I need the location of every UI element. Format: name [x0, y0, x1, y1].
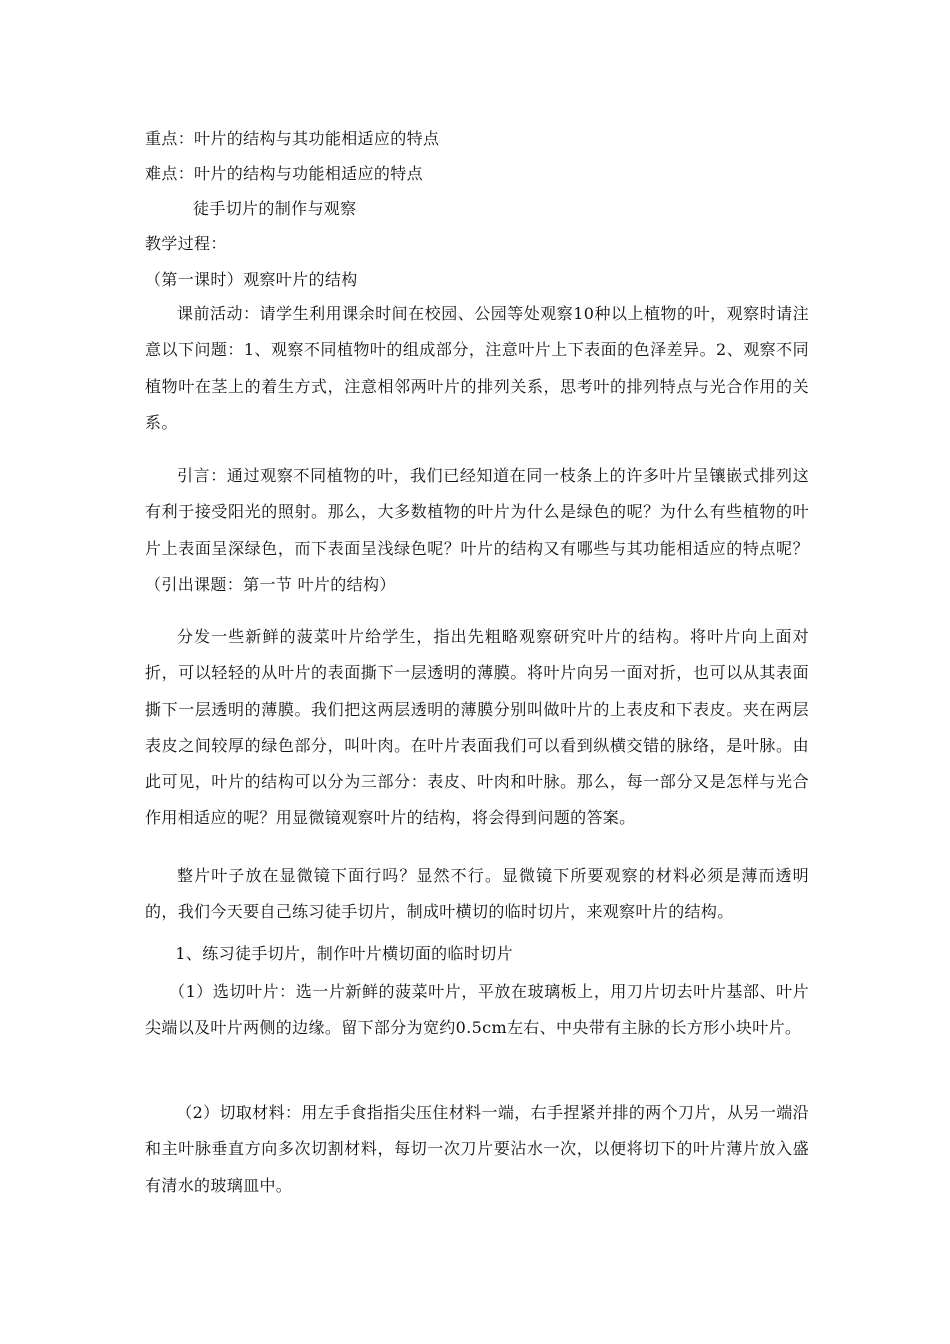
- key-point: 重点：叶片的结构与其功能相适应的特点: [145, 129, 440, 148]
- paragraph-leaf-structure: 分发一些新鲜的菠菜叶片给学生，指出先粗略观察研究叶片的结构。将叶片向上面对折，可以轻轻的从叶片的表面撕下一层透明的薄膜。将叶片向另一面对折，也可以从其表面撕下一层透明的薄膜。我们把这两层透明的薄膜分别叫做叶片的上表皮和下表皮。夹在两层表皮之间较厚的绿色部分，叫叶肉。在叶片表面我们可以看到纵横交错的脉络，是叶脉。由此可见，叶片的结构可以分为三部分：表皮、叶肉和叶脉。那么，每一部分又是怎样与光合作用相适应的呢？用显微镜观察叶片的结构，将会得到问题的答案。: [145, 627, 809, 828]
- paragraph-step-1-heading: 1、练习徒手切片，制作叶片横切面的临时切片: [175, 944, 513, 963]
- paragraph-step-1-cut-leaf: （1）选切叶片：选一片新鲜的菠菜叶片，平放在玻璃板上，用刀片切去叶片基部、叶片尖端以及叶片两侧的边缘。留下部分为宽约0.5cm左右、中央带有主脉的长方形小块叶片。: [145, 982, 809, 1038]
- paragraph-pre-class-activity: 课前活动：请学生利用课余时间在校园、公园等处观察10种以上植物的叶，观察时请注意以下问题：1、观察不同植物叶的组成部分，注意叶片上下表面的色泽差异。2、观察不同植物叶在茎上的着生方式，注意相邻两叶片的排列关系，思考叶的排列特点与光合作用的关系。: [145, 304, 809, 432]
- paragraph-introduction: 引言：通过观察不同植物的叶，我们已经知道在同一枝条上的许多叶片呈镶嵌式排列这有利于接受阳光的照射。那么，大多数植物的叶片为什么是绿色的呢？为什么有些植物的叶片上表面呈深绿色，而下表面呈浅绿色呢？叶片的结构又有哪些与其功能相适应的特点呢？（引出课题：第一节 叶片的结构）: [145, 466, 809, 594]
- process-heading: 教学过程：: [145, 234, 227, 253]
- paragraph-step-2-cut-material: （2）切取材料：用左手食指指尖压住材料一端，右手捏紧并排的两个刀片，从另一端沿和主叶脉垂直方向多次切割材料，每切一次刀片要沾水一次，以便将切下的叶片薄片放入盛有清水的玻璃皿中。: [145, 1103, 809, 1195]
- lesson-heading: （第一课时）观察叶片的结构: [145, 270, 358, 289]
- difficult-point: 难点：叶片的结构与功能相适应的特点: [145, 164, 423, 183]
- paragraph-microscope: 整片叶子放在显微镜下面行吗？显然不行。显微镜下所要观察的材料必须是薄而透明的，我们今天要自己练习徒手切片，制成叶横切的临时切片，来观察叶片的结构。: [145, 866, 809, 922]
- sub-difficult-point: 徒手切片的制作与观察: [193, 199, 357, 218]
